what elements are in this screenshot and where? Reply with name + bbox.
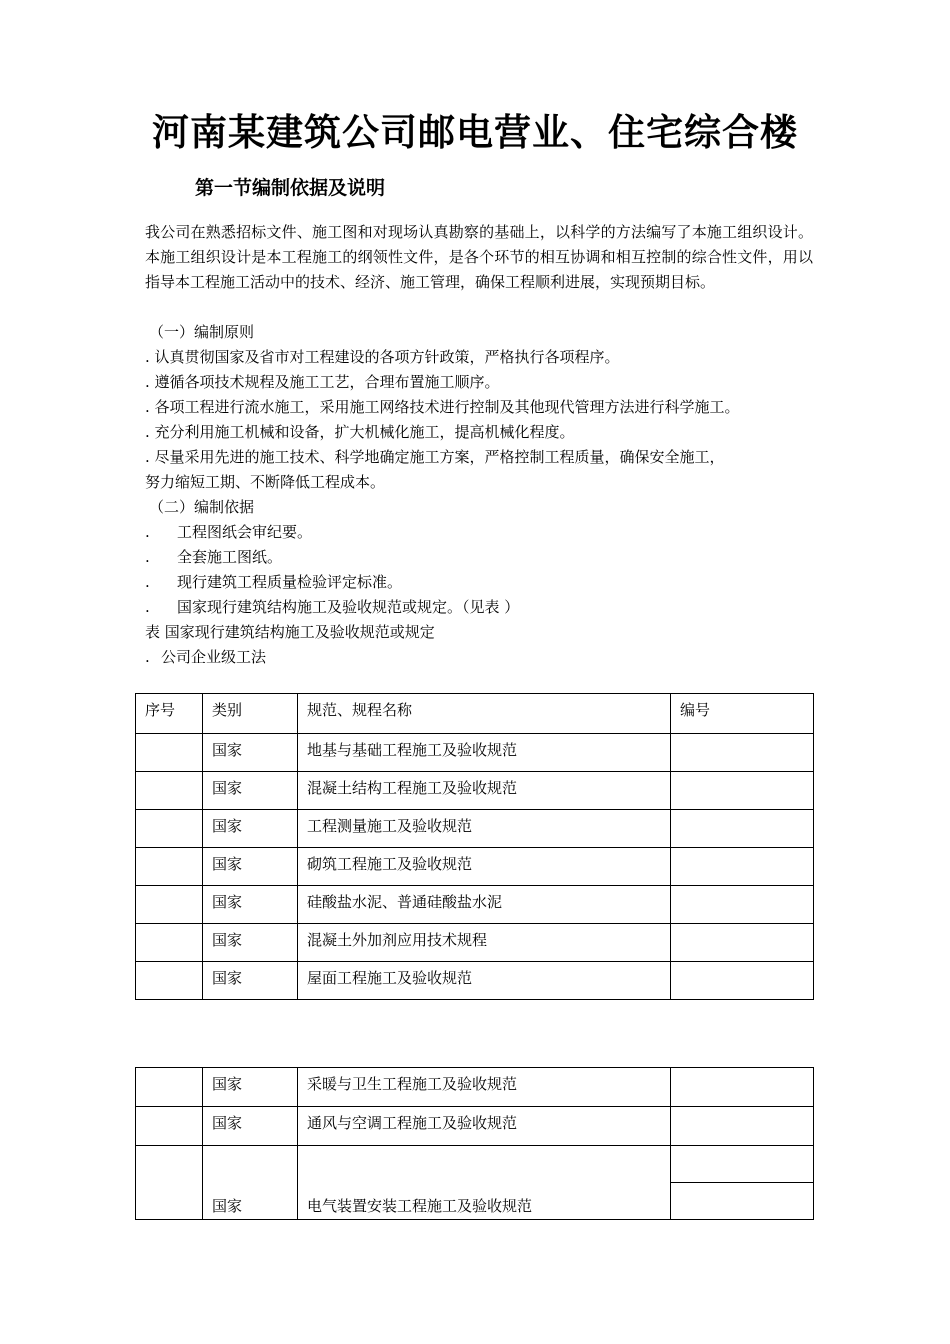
cell-no [136,924,203,962]
cell-code [671,810,814,848]
last-item-text: 公司企业级工法 [161,648,267,666]
header-cell: 序号 [136,694,203,734]
basis-heading: （二）编制依据 [149,498,255,516]
bullet-dot: . [145,548,150,566]
basis-item-text: 现行建筑工程质量检验评定标准。 [177,573,403,591]
table-row [136,734,814,772]
cell-category: 国家 [203,1107,298,1146]
table-row [136,924,814,962]
cell-category: 国家 [203,810,298,848]
bullet-dot: . [145,648,150,666]
cell-no [136,734,203,772]
cell-no [136,886,203,924]
cell-code [671,1068,814,1107]
cell-name: 地基与基础工程施工及验收规范 [298,734,671,772]
cell-no [136,1107,203,1146]
cell-category: 国家 [203,1146,298,1220]
cell-no [136,810,203,848]
cell-name: 工程测量施工及验收规范 [298,810,671,848]
basis-item-text: 全套施工图纸。 [177,548,283,566]
cell-name: 屋面工程施工及验收规范 [298,962,671,1000]
table-row [136,848,814,886]
cell-category: 国家 [203,848,298,886]
cell-no [136,1068,203,1107]
principle-item: . 各项工程进行流水施工，采用施工网络技术进行控制及其他现代管理方法进行科学施工。 [145,398,740,416]
cell-code [671,886,814,924]
cell-no [136,772,203,810]
principles-heading: （一）编制原则 [149,323,255,341]
table-row [136,886,814,924]
cell-name: 通风与空调工程施工及验收规范 [298,1107,671,1146]
document-title: 河南某建筑公司邮电营业、住宅综合楼 [152,111,798,154]
cell-code [671,1146,814,1220]
cell-name: 采暖与卫生工程施工及验收规范 [298,1068,671,1107]
table-header-row [136,694,814,734]
cell-code [671,1107,814,1146]
bullet-dot: . [145,523,150,541]
header-cell: 规范、规程名称 [298,694,671,734]
intro-paragraph: 我公司在熟悉招标文件、施工图和对现场认真勘察的基础上，以科学的方法编写了本施工组织设计。本施工组织设计是本工程施工的纲领性文件，是各个环节的相互协调和相互控制的综合性文件，用以指导本工程施工活动中的技术、经济、施工管理，确保工程顺利进展，实现预期目标。 [145,223,813,291]
table-row [136,1107,814,1146]
cell-category: 国家 [203,886,298,924]
cell-code [671,772,814,810]
cell-name: 混凝土结构工程施工及验收规范 [298,772,671,810]
table-row [136,810,814,848]
bullet-dot: . [145,598,150,616]
cell-category: 国家 [203,924,298,962]
cell-name: 硅酸盐水泥、普通硅酸盐水泥 [298,886,671,924]
cell-code [671,734,814,772]
cell-category: 国家 [203,772,298,810]
basis-item-text: 国家现行建筑结构施工及验收规范或规定。（见表 ） [177,598,520,616]
cell-no [136,1146,203,1220]
basis-item [145,570,825,595]
cell-no [136,962,203,1000]
principle-item: 努力缩短工期、不断降低工程成本。 [145,473,386,491]
bullet-dot: . [145,573,150,591]
cell-no [136,848,203,886]
basis-item-text: 工程图纸会审纪要。 [177,523,313,541]
basis-item [145,520,825,545]
cell-category: 国家 [203,962,298,1000]
principle-item: . 充分利用施工机械和设备，扩大机械化施工，提高机械化程度。 [145,423,575,441]
table-caption: 表 国家现行建筑结构施工及验收规范或规定 [145,623,435,641]
cell-code [671,848,814,886]
header-cell: 编号 [671,694,814,734]
table-row [136,1146,814,1220]
principle-item: . 遵循各项技术规程及施工工艺，合理布置施工顺序。 [145,373,500,391]
cell-code [671,924,814,962]
body-lines [145,320,825,670]
table-row [136,962,814,1000]
cell-code-upper [671,1146,813,1183]
table-row [136,772,814,810]
basis-item [145,595,825,620]
principle-item: . 尽量采用先进的施工技术、科学地确定施工方案，严格控制工程质量，确保安全施工， [145,448,725,466]
standards-table [135,693,814,1000]
cell-name: 混凝土外加剂应用技术规程 [298,924,671,962]
cell-category: 国家 [203,1068,298,1107]
basis-item [145,545,825,570]
cell-code-lower [671,1183,813,1219]
standards-table-continued [135,1067,814,1220]
cell-code [671,962,814,1000]
header-cell: 类别 [203,694,298,734]
section-heading: 第一节编制依据及说明 [195,177,386,199]
cell-name: 砌筑工程施工及验收规范 [298,848,671,886]
table-row [136,1068,814,1107]
cell-name: 电气装置安装工程施工及验收规范 [298,1146,671,1220]
cell-category: 国家 [203,734,298,772]
principle-item: . 认真贯彻国家及省市对工程建设的各项方针政策，严格执行各项程序。 [145,348,620,366]
last-item [145,645,825,670]
